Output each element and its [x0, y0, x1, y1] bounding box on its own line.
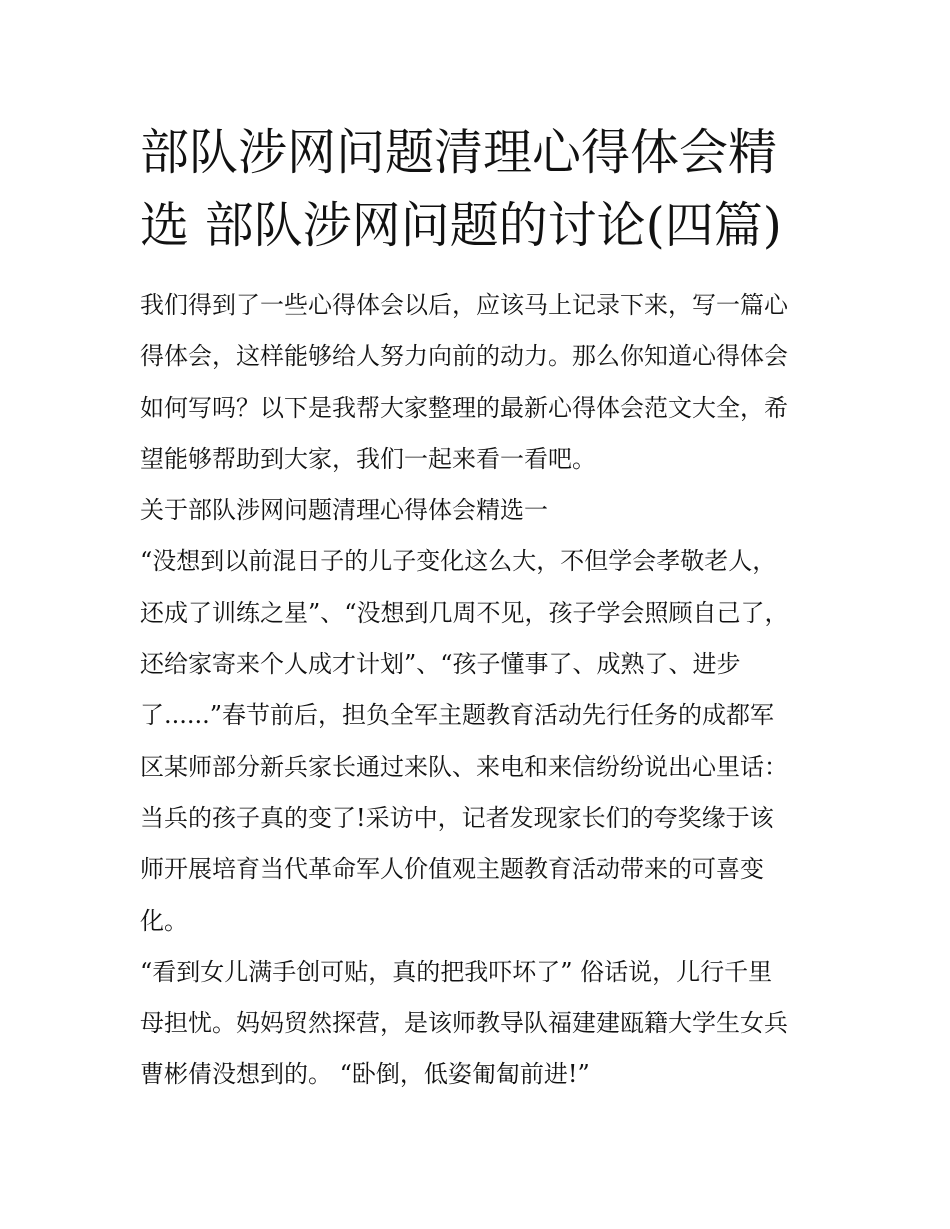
intro-line: 望能够帮助到大家，我们一起来看一看吧。: [140, 444, 596, 473]
section-heading: 关于部队涉网问题清理心得体会精选一: [140, 496, 548, 525]
paragraph-line: 了......”春节前后，担负全军主题教育活动先行任务的成都军: [140, 701, 775, 730]
document-title: [140, 116, 820, 262]
document-body: [140, 280, 820, 1101]
paragraph-line: 还成了训练之星”、“没想到几周不见，孩子学会照顾自己了，: [140, 598, 789, 627]
paragraph-line: 化。: [140, 906, 188, 935]
paragraph-line: “没想到以前混日子的儿子变化这么大，不但学会孝敬老人，: [140, 547, 777, 576]
paragraph-line: 还给家寄来个人成才计划”、“孩子懂事了、成熟了、进步: [140, 650, 741, 679]
paragraph-line: 师开展培育当代革命军人价值观主题教育活动带来的可喜变: [140, 855, 764, 884]
title-line: 选 部队涉网问题的讨论(四篇): [140, 197, 782, 254]
paragraph-line: 曹彬倩没想到的。 “卧倒，低姿匍匐前进!”: [140, 1060, 590, 1089]
title-line: 部队涉网问题清理心得体会精: [140, 124, 778, 181]
intro-line: 我们得到了一些心得体会以后，应该马上记录下来，写一篇心: [140, 291, 788, 319]
paragraph-line: 当兵的孩子真的变了!采访中，记者发现家长们的夸奖缘于该: [140, 803, 774, 832]
paragraph-line: 母担忧。妈妈贸然探营，是该师教导队福建建瓯籍大学生女兵: [140, 1009, 788, 1038]
paragraph-line: 区某师部分新兵家长通过来队、来电和来信纷纷说出心里话：: [140, 752, 788, 781]
intro-line: 得体会，这样能够给人努力向前的动力。那么你知道心得体会: [140, 342, 788, 371]
intro-line: 如何写吗？以下是我帮大家整理的最新心得体会范文大全，希: [140, 393, 788, 422]
paragraph-line: “看到女儿满手创可贴，真的把我吓坏了” 俗话说，儿行千里: [140, 957, 773, 986]
